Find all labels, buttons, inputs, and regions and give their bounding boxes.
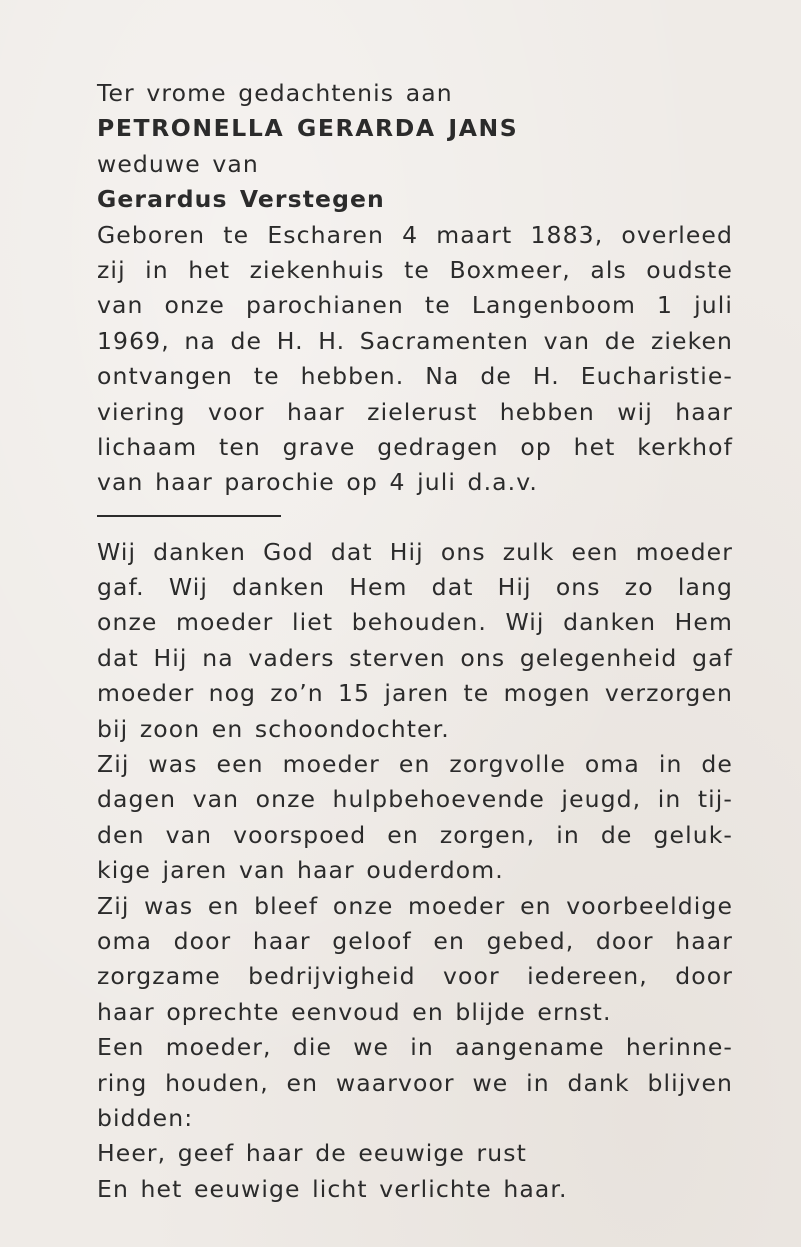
text-line: Zij was en bleef onze moeder en voorbeeldige — [97, 891, 733, 920]
text-line: kige jaren van haar ouderdom. — [97, 856, 504, 885]
text-line: moeder nog zo’n 15 jaren te mogen verzorgen — [97, 679, 733, 708]
text-line: gaf. Wij danken Hem dat Hij ons zo lang — [97, 573, 733, 602]
text-line: 1969, na de H. H. Sacramenten van de zieken — [97, 326, 733, 355]
relation-line: weduwe van — [97, 149, 259, 178]
prayer-line: Heer, geef haar de eeuwige rust — [97, 1139, 527, 1168]
text-line: ring houden, en waarvoor we in dank blijven — [97, 1068, 733, 1097]
biography-paragraph — [97, 218, 733, 501]
text-line: zij in het ziekenhuis te Boxmeer, als oudste — [97, 255, 733, 284]
spouse-name: Gerardus Verstegen — [97, 185, 385, 214]
text-line: viering voor haar zielerust hebben wij haar — [97, 397, 733, 426]
text-line: bidden: — [97, 1103, 194, 1132]
text-line: Wij danken God dat Hij ons zulk een moeder — [97, 537, 733, 566]
text-line: haar oprechte eenvoud en blijde ernst. — [97, 997, 612, 1026]
text-line: lichaam ten grave gedragen op het kerkhof — [97, 432, 733, 461]
text-line: dat Hij na vaders sterven ons gelegenheid gaf — [97, 643, 733, 672]
card-text — [97, 76, 733, 1207]
text-line: oma door haar geloof en gebed, door haar — [97, 926, 733, 955]
tribute-paragraph — [97, 535, 733, 1207]
text-line: ontvangen te hebben. Na de H. Eucharistie- — [97, 362, 733, 391]
intro-line: Ter vrome gedachtenis aan — [97, 79, 453, 107]
text-line: den van voorspoed en zorgen, in de geluk- — [97, 820, 733, 849]
text-line: van haar parochie op 4 juli d.a.v. — [97, 468, 538, 497]
text-line: Geboren te Escharen 4 maart 1883, overleed — [97, 220, 733, 249]
text-line: Een moeder, die we in aangename herinne- — [97, 1033, 733, 1062]
deceased-name: PETRONELLA GERARDA JANS — [97, 114, 519, 143]
text-line: Zij was een moeder en zorgvolle oma in de — [97, 750, 733, 779]
text-line: onze moeder liet behouden. Wij danken Hem — [97, 608, 733, 637]
divider-rule — [97, 515, 281, 517]
text-line: zorgzame bedrijvigheid voor iedereen, door — [97, 962, 733, 991]
text-line: van onze parochianen te Langenboom 1 juli — [97, 291, 733, 320]
text-line: dagen van onze hulpbehoevende jeugd, in tij- — [97, 785, 733, 814]
text-line: bij zoon en schoondochter. — [97, 714, 450, 743]
prayer-line: En het eeuwige licht verlichte haar. — [97, 1174, 568, 1203]
